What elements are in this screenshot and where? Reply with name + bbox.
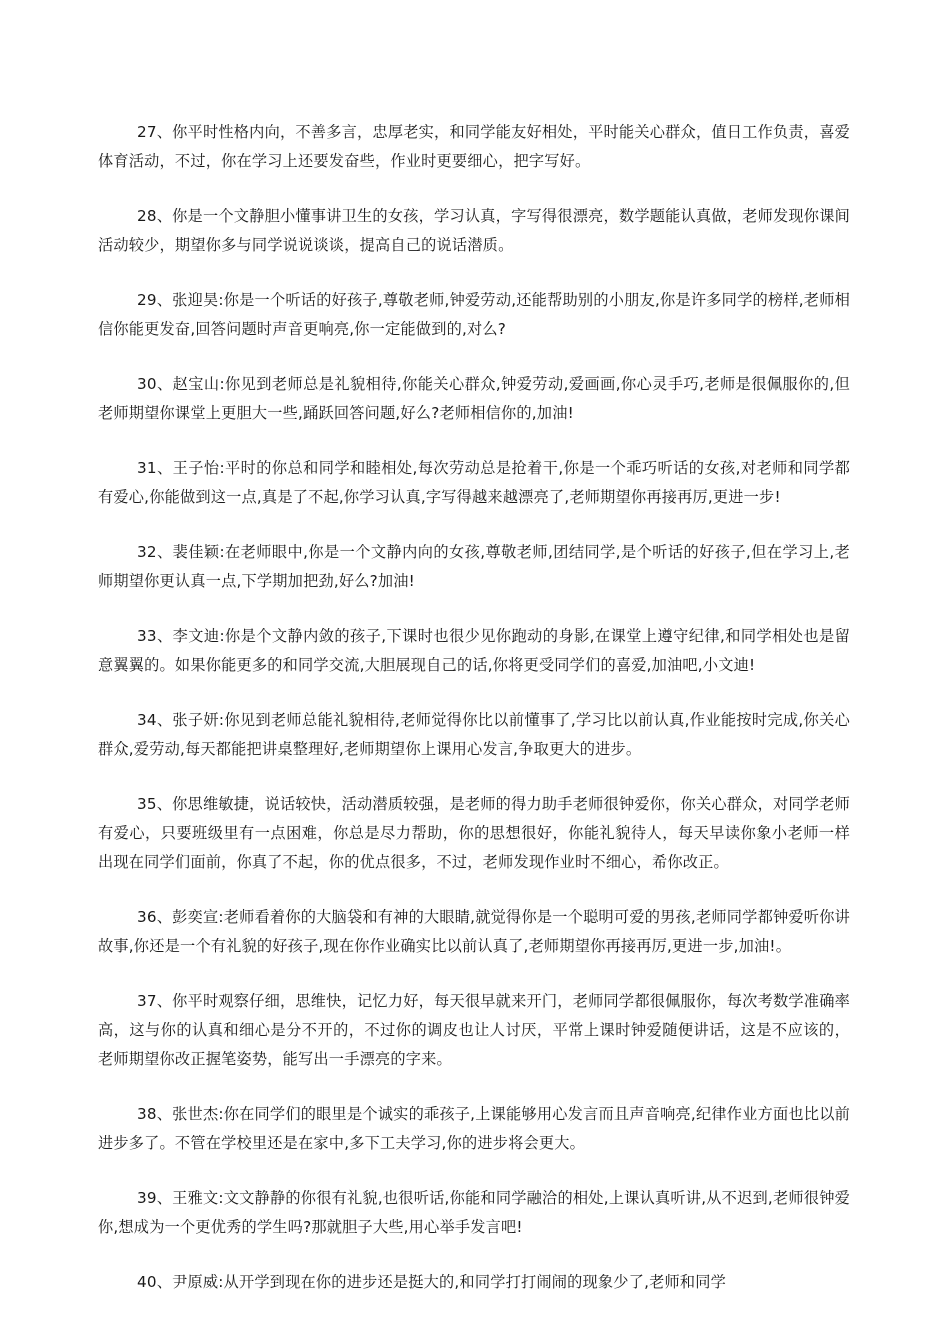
paragraph-38: 38、张世杰:你在同学们的眼里是个诚实的乖孩子,上课能够用心发言而且声音响亮,纪律作业方面也比以前进步多了。不管在学校里还是在家中,多下工夫学习,你的进步将会更大。 — [98, 1105, 850, 1152]
paragraph-30: 30、赵宝山:你见到老师总是礼貌相待,你能关心群众,钟爱劳动,爱画画,你心灵手巧,老师是很佩服你的,但老师期望你课堂上更胆大一些,踊跃回答问题,好么?老师相信你的,加油! — [98, 375, 850, 422]
paragraph-33: 33、李文迪:你是个文静内敛的孩子,下课时也很少见你跑动的身影,在课堂上遵守纪律,和同学相处也是留意翼翼的。如果你能更多的和同学交流,大胆展现自己的话,你将更受同学们的喜爱,加油吧,小文迪! — [98, 627, 850, 674]
paragraph-32: 32、裴佳颖:在老师眼中,你是一个文静内向的女孩,尊敬老师,团结同学,是个听话的好孩子,但在学习上,老师期望你更认真一点,下学期加把劲,好么?加油! — [98, 543, 850, 590]
paragraph-29: 29、张迎昊:你是一个听话的好孩子,尊敬老师,钟爱劳动,还能帮助别的小朋友,你是许多同学的榜样,老师相信你能更发奋,回答问题时声音更响亮,你一定能做到的,对么? — [98, 291, 850, 338]
paragraph-39: 39、王雅文:文文静静的你很有礼貌,也很听话,你能和同学融洽的相处,上课认真听讲,从不迟到,老师很钟爱你,想成为一个更优秀的学生吗?那就胆子大些,用心举手发言吧! — [98, 1189, 850, 1236]
paragraph-40: 40、尹原威:从开学到现在你的进步还是挺大的,和同学打打闹闹的现象少了,老师和同学 — [137, 1273, 727, 1291]
document-body — [98, 118, 850, 1323]
paragraph-35: 35、你思维敏捷，说话较快，活动潜质较强，是老师的得力助手老师很钟爱你，你关心群众，对同学老师有爱心，只要班级里有一点困难，你总是尽力帮助，你的思想很好，你能礼貌待人，每天早读你象小老师一样出现在同学们面前，你真了不起，你的优点很多，不过，老师发现作业时不细心，希你改正。 — [98, 795, 850, 871]
paragraph-36: 36、彭奕宣:老师看着你的大脑袋和有神的大眼睛,就觉得你是一个聪明可爱的男孩,老师同学都钟爱听你讲故事,你还是一个有礼貌的好孩子,现在你作业确实比以前认真了,老师期望你再接再厉,更进一步,加油!。 — [98, 908, 850, 955]
paragraph-28: 28、你是一个文静胆小懂事讲卫生的女孩，学习认真，字写得很漂亮，数学题能认真做，老师发现你课间活动较少，期望你多与同学说说谈谈，提高自己的说话潜质。 — [98, 207, 850, 254]
paragraph-27: 27、你平时性格内向，不善多言，忠厚老实，和同学能友好相处，平时能关心群众，值日工作负责，喜爱体育活动，不过，你在学习上还要发奋些，作业时更要细心，把字写好。 — [98, 123, 850, 170]
paragraph-34: 34、张子妍:你见到老师总能礼貌相待,老师觉得你比以前懂事了,学习比以前认真,作业能按时完成,你关心群众,爱劳动,每天都能把讲桌整理好,老师期望你上课用心发言,争取更大的进步。 — [98, 711, 850, 758]
paragraph-37: 37、你平时观察仔细，思维快，记忆力好，每天很早就来开门，老师同学都很佩服你，每次考数学准确率高，这与你的认真和细心是分不开的，不过你的调皮也让人讨厌，平常上课时钟爱随便讲话，这是不应该的，老师期望你改正握笔姿势，能写出一手漂亮的字来。 — [98, 992, 850, 1068]
paragraph-31: 31、王子怡:平时的你总和同学和睦相处,每次劳动总是抢着干,你是一个乖巧听话的女孩,对老师和同学都有爱心,你能做到这一点,真是了不起,你学习认真,字写得越来越漂亮了,老师期望你再接再厉,更进一步! — [98, 459, 850, 506]
